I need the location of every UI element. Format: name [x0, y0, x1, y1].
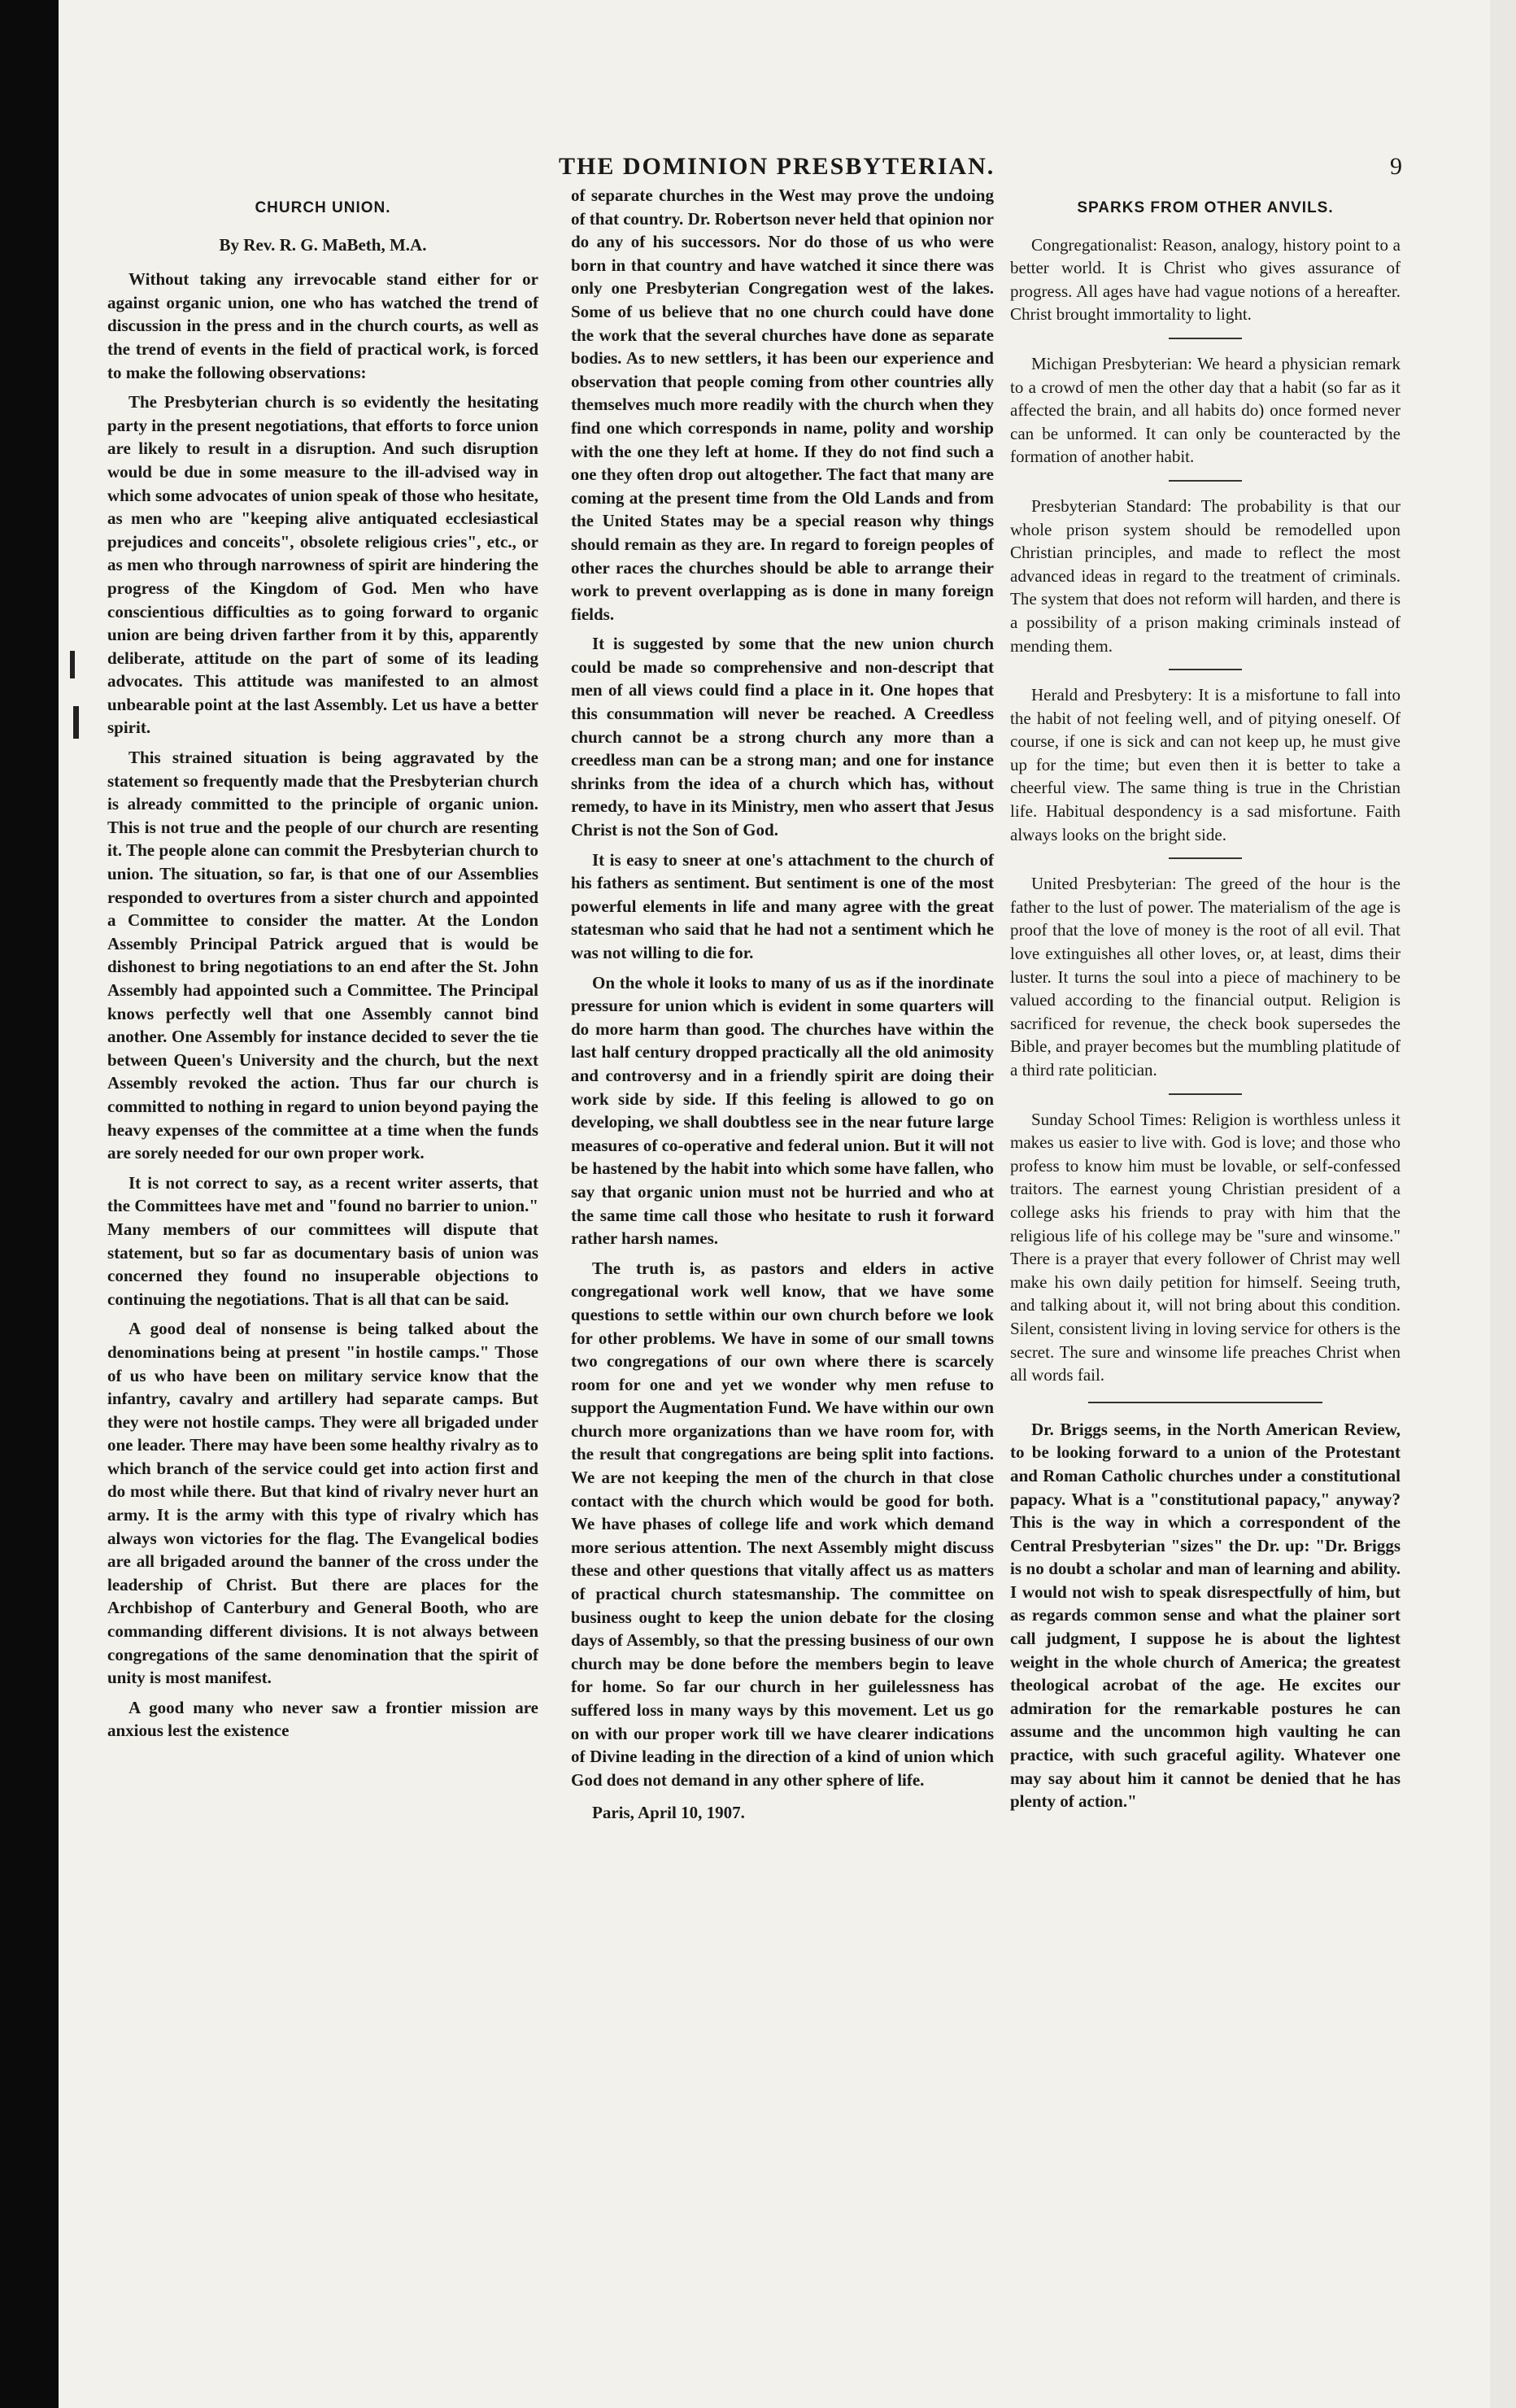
paragraph: Without taking any irrevocable stand either for or against organic union, one who has watched the trend of discussion in the press and in the church courts, as well as the trend of events in the field of practical work, is forced to make the following observations:: [107, 269, 538, 382]
margin-mark: [73, 706, 79, 739]
spark-item: Sunday School Times: Religion is worthless unless it makes us easier to live with. God is love; and those who profess to know him must be lovable, or self-confessed traitors. The earnest young Christian president of a college asks his friends to pray with him that the religious life of his college may be "sure and winsome." There is a prayer that every follower of Christ may well make his own daily petition for himself. Seeing truth, and talking about it, will not bring about this condition. Silent, consistent living in loving service for others is the secret. The sure and winsome life preaches Christ when all words fail.: [1010, 1109, 1401, 1385]
paragraph: A good many who never saw a frontier mission are anxious lest the existence: [107, 1697, 538, 1741]
divider: [1169, 480, 1242, 482]
paragraph: On the whole it looks to many of us as if the inordinate pressure for union which is evident in some quarters will do more harm than good. The churches have within the last half century dropped practically all the old animosity and controversy and in a friendly spirit are doing their work side by side. If this feeling is allowed to go on developing, we shall doubtless see in the near future large measures of co-operative and federal union. But it will not be hastened by the habit into which some have fallen, who say that organic union must not be hurried and who at the same time call those who hesitate to rush it forward rather harsh names.: [571, 972, 994, 1249]
spark-item: Congregationalist: Reason, analogy, history point to a better world. It is Christ who gives assurance of progress. All ages have had vague notions of a hereafter. Christ brought immortality to light.: [1010, 234, 1401, 325]
article-heading-sparks: SPARKS FROM OTHER ANVILS.: [1077, 199, 1334, 216]
paragraph: The Presbyterian church is so evidently the hesitating party in the present negotiations, that efforts to force union are likely to result in a disruption. And such disruption would be due in some measure to the ill-advised way in which some advocates of union speak of those who hesitate, as men who are "keeping alive antiquated ecclesiastical prejudices and conceits", obsolete religious cries", etc., or as men who through narrowness of spirit are hindering the progress of the Kingdom of God. Men who have conscientious difficulties as to going forward to organic union are being driven farther from it by this, apparently deliberate, attitude on the part of some of its leading advocates. This attitude was manifested to an almost unbearable point at the last Assembly. Let us have a better spirit.: [107, 392, 539, 738]
spark-item: United Presbyterian: The greed of the hour is the father to the lust of power. The materialism of the age is proof that the love of money is the root of all evil. That love extinguishes all other loves, or, at least, dims their luster. It turns the soul into a piece of machinery to be valued according to the financial output. Religion is sacrificed for revenue, the check book supersedes the Bible, and prayer becomes but the mumbling platitude of a third rate politician.: [1010, 874, 1401, 1080]
column-3: [1010, 192, 1401, 1820]
divider: [1088, 1402, 1322, 1403]
article-date: Paris, April 10, 1907.: [592, 1803, 745, 1823]
paragraph: The truth is, as pastors and elders in active congregational work well know, that we have some questions to settle within our own church before we look for other problems. We have in some of our small towns two congregations of our own where there is scarcely room for one and yet we wonder why men refuse to support the Augmentation Fund. We have within our own church more organizations than we have room for, with the result that congregations are being split into factions. We are not keeping the men of the church in that close contact with the church which would be good for both. We have phases of college life and work which demand more serious attention. The next Assembly might discuss these and other questions that vitally affect us as matters of practical church statesmanship. The committee on business ought to keep the union debate for the closing days of Assembly, so that the pressing business of our own church may be done before the members begin to leave for home. So far our church in her guilelessness has suffered loss in many ways by this movement. Let us go on with our proper work till we have clearer indications of Divine leading in the direction of a kind of union which God does not demand in any other sphere of life.: [571, 1258, 994, 1790]
scan-edge: [0, 0, 59, 2408]
spark-item: Presbyterian Standard: The probability is that our whole prison system should be remodelled upon Christian principles, and made to reflect the most advanced ideas in regard to the treatment of criminals. The system that does not reform will harden, and there is a possibility of a prison making criminals instead of mending them.: [1010, 495, 1401, 656]
page-number: 9: [1390, 153, 1402, 180]
article-byline: By Rev. R. G. MaBeth, M.A.: [219, 234, 427, 255]
paragraph: of separate churches in the West may prove the undoing of that country. Dr. Robertson never held that opinion nor do any of his successors. Nor do those of us who were born in that country and have watched it since there was only one Presbyterian Congregation west of the lakes. Some of us believe that no one church could have done the work that the several churches have done as separate bodies. As to new settlers, it has been our experience and observation that people coming from other countries ally themselves much more readily with the church when they find one which corresponds in name, polity and worship with the one they left at home. If they do not find such a one they often drop out altogether. The fact that many are coming at the present time from the Old Lands and from the United States may be a special reason why things should remain as they are. In regard to foreign peoples of other races the churches should be able to arrange their work to prevent overlapping as is done in many foreign fields.: [571, 185, 994, 624]
newspaper-page: [59, 0, 1490, 2408]
column-1: [107, 192, 538, 1749]
spark-item: Herald and Presbytery: It is a misfortune to fall into the habit of not feeling well, and of pitying oneself. Of course, if one is sick and can not keep up, he must give up for the time; but even then it is better to take a cheerful view. The same thing is true in the Christian life. Habitual despondency is a sad misfortune. Faith always looks on the bright side.: [1010, 685, 1401, 844]
paragraph: This strained situation is being aggravated by the statement so frequently made that the Presbyterian church is already committed to the principle of organic union. This is not true and the people of our church are resenting it. The people alone can commit the Presbyterian church to union. The situation, so far, is that one of our Assemblies responded to overtures from a sister church and appointed a Committee to consider the matter. At the London Assembly Principal Patrick argued that is would be dishonest to bring negotiations to an end after the St. John Assembly had appointed such a Committee. The Principal knows perfectly well that one Assembly cannot bind another. One Assembly for instance decided to sever the tie between Queen's University and the church, but the next Assembly revoked the action. Thus far our church is committed to nothing in regard to union beyond paying the heavy expenses of the committee at a time when the funds are sorely needed for our own proper work.: [107, 748, 538, 1163]
divider: [1169, 857, 1242, 859]
spark-item: Michigan Presbyterian: We heard a physician remark to a crowd of men the other day that a habit (so far as it affected the brain, and all habits do) once formed never can be unformed. It can only be counteracted by the formation of another habit.: [1010, 353, 1401, 467]
paragraph: It is easy to sneer at one's attachment to the church of his fathers as sentiment. But sentiment is one of the most powerful elements in life and many agree with the great statesman who said that he had not a sentiment which he was not willing to die for.: [571, 849, 994, 962]
briggs-item: Dr. Briggs seems, in the North American Review, to be looking forward to a union of the Protestant and Roman Catholic churches under a constitutional papacy. What is a "constitutional papacy," anyway? This is the way in which a correspondent of the Central Presbyterian "sizes" the Dr. up: "Dr. Briggs is no doubt a scholar and man of learning and ability. I would not wish to speak disrespectfully of him, but as regards common sense and what the plainer sort call judgment, I suppose he is about the lightest weight in the whole church of America; the greatest theological acrobat of the age. He excites our admiration for the remarkable postures he can assume and the uncommon high vaulting he can practice, with such graceful agility. Whatever one may say about him it cannot be denied that he has plenty of action.": [1010, 1419, 1401, 1812]
divider: [1169, 669, 1242, 670]
divider: [1169, 338, 1242, 339]
paragraph: It is suggested by some that the new union church could be made so comprehensive and non-descript that men of all views could find a place in it. One hopes that this consummation will never be reached. A Creedless church cannot be a strong church any more than a creedless man can be a strong man; and one for instance shrinks from the idea of a church which has, without remedy, to have in its Ministry, men who assert that Jesus Christ is not the Son of God.: [571, 634, 994, 840]
running-head: [59, 153, 1490, 185]
article-heading-church-union: CHURCH UNION.: [255, 199, 391, 216]
paragraph: It is not correct to say, as a recent writer asserts, that the Committees have met and "found no barrier to union." Many members of our committees will dispute that statement, but so far as documentary basis of union was concerned they found no insuperable objections to continuing the negotiations. That is all that can be said.: [107, 1172, 538, 1309]
margin-mark: [70, 651, 75, 678]
paragraph: A good deal of nonsense is being talked about the denominations being at present "in hostile camps." Those of us who have been on military service know that the infantry, cavalry and artillery had separate camps. But they were not hostile camps. They were all brigaded under one leader. There may have been some healthy rivalry as to which branch of the service could get into action first and do most while there. But that kind of rivalry never hurt an army. It is the army with this type of rivalry which has always won victories for the flag. The Evangelical bodies are all brigaded around the banner of the cross under the leadership of Christ. But there are places for the Archbishop of Canterbury and General Booth, who are commanding different divisions. It is not always between congregations of the same denomination that the spirit of unity is most manifest.: [107, 1319, 538, 1688]
column-2: [571, 184, 994, 1825]
publication-title: THE DOMINION PRESBYTERIAN.: [559, 153, 995, 180]
divider: [1169, 1093, 1242, 1095]
